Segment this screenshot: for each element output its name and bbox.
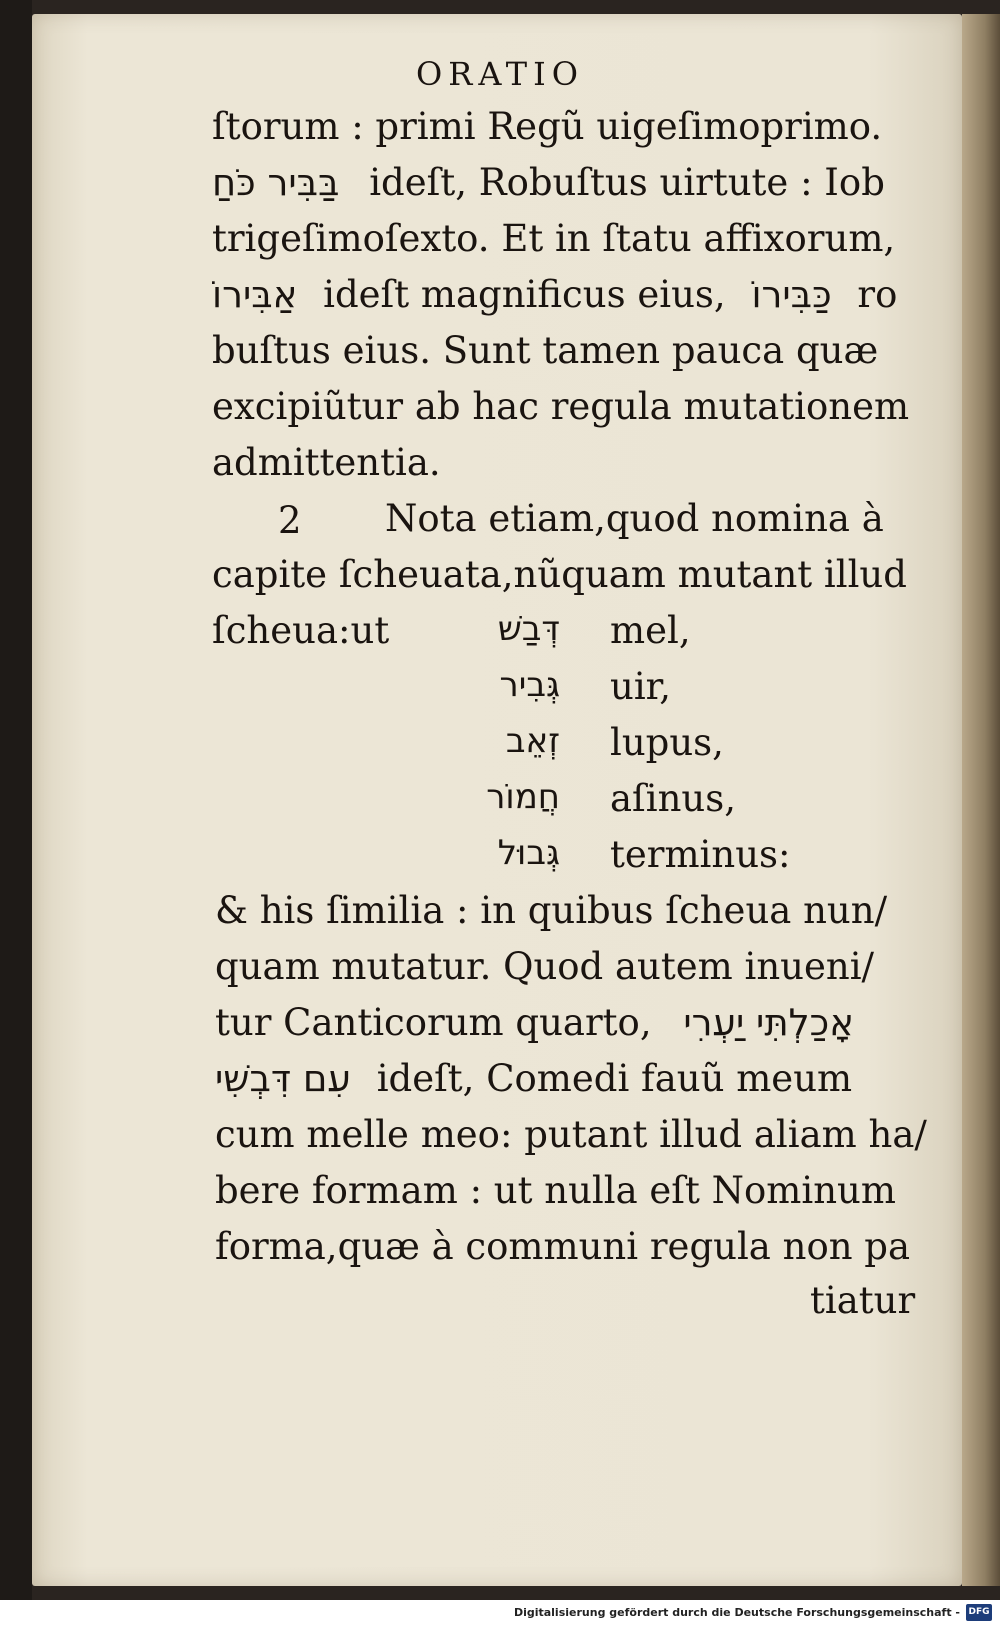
hebrew-word: כַּבִּירוֹ (751, 273, 832, 316)
hebrew-word: אָכַלְתִּי יַעְרִי (683, 1001, 854, 1044)
text-line-4 (212, 273, 912, 316)
catchword: tiatur (810, 1279, 916, 1322)
latin-text: tur Canticorum quarto, (215, 1001, 652, 1044)
text-line-7: admittentia. (212, 441, 441, 484)
latin-text: ideſt, Robuſtus uirtute : Iob (369, 161, 885, 204)
example-hebrew: זְאֵב (505, 721, 560, 761)
text-line-8: Nota etiam,quod nomina à (385, 497, 884, 540)
example-hebrew: גְּבוּל (497, 833, 560, 873)
running-head: ORATIO (416, 55, 584, 93)
digitization-footer (0, 1600, 1000, 1627)
text-line-15: cum melle meo: putant illud aliam ha/ (215, 1113, 927, 1156)
latin-text: ro (857, 273, 898, 316)
paragraph-number: 2 (278, 499, 302, 542)
example-latin: uir, (610, 665, 672, 708)
scan-left-edge (0, 0, 32, 1600)
text-line-3: trigeſimoſexto. Et in ſtatu affixorum, (212, 217, 896, 260)
text-line-1: ſtorum : primi Regũ uigeſimoprimo. (212, 105, 883, 148)
text-line-10: ſcheua:ut (212, 609, 390, 652)
hebrew-word: אַבִּירוֹ (212, 273, 298, 316)
text-line-6: excipiũtur ab hac regula mutationem (212, 385, 910, 428)
text-line-16: bere formam : ut nulla eſt Nominum (215, 1169, 896, 1212)
text-line-14 (215, 1057, 915, 1100)
book-spine-edge (962, 14, 1000, 1586)
example-latin: terminus: (610, 833, 791, 876)
example-hebrew: גְּבִיר (499, 665, 560, 705)
text-line-9: capite ſcheuata,nũquam mutant illud (212, 553, 907, 596)
example-latin: lupus, (610, 721, 724, 764)
text-line-11: & his ſimilia : in quibus ſcheua nun/ (215, 889, 888, 932)
text-line-13 (215, 1001, 915, 1044)
hebrew-word: עִם דִּבְשִׁי (215, 1057, 351, 1100)
hebrew-word: בַּבִּיר כֹּחַ (212, 161, 340, 204)
example-latin: mel, (610, 609, 691, 652)
text-line-12: quam mutatur. Quod autem inueni/ (215, 945, 875, 988)
text-line-17: forma,quæ à communi regula non pa (215, 1225, 911, 1268)
example-latin: aſinus, (610, 777, 736, 820)
footer-credit: Digitalisierung gefördert durch die Deutsche Forschungsgemeinschaft - (513, 1606, 960, 1619)
text-line-5: buſtus eius. Sunt tamen pauca quæ (212, 329, 879, 372)
dfg-logo-icon: DFG (966, 1604, 992, 1621)
example-hebrew: דְּבַשׁ (497, 609, 560, 649)
latin-text: ideſt magnificus eius, (323, 273, 726, 316)
latin-text: ideſt, Comedi fauũ meum (376, 1057, 853, 1100)
text-line-2 (212, 161, 912, 204)
example-hebrew: חֲמוֹר (486, 777, 560, 817)
